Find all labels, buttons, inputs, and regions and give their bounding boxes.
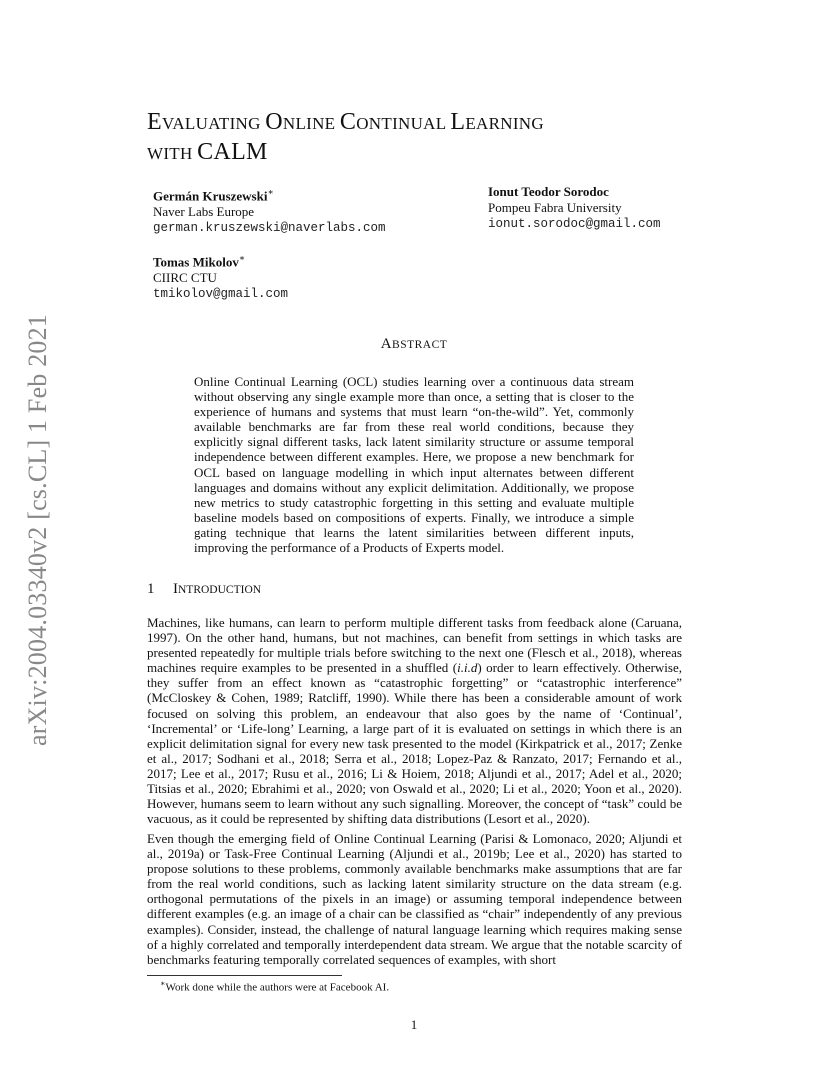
paper-title [147,108,707,168]
arxiv-identifier-stamp [18,300,58,760]
author-email[interactable]: tmikolov@gmail.com [153,287,289,302]
arxiv-identifier-text: arXiv:2004.03340v2 [cs.CL] 1 Feb 2021 [23,313,52,747]
abstract-text: Online Continual Learning (OCL) studies learning over a continuous data stream without observing any single example more than once, a setting that is closer to the experience of humans and systems that must learn “on-the-wild”. Yet, commonly available benchmarks are far from these real world conditions, because they explicitly signal different tasks, lack latent similarity structure or assume temporal independence between different examples. Here, we propose a new benchmark for OCL based on language modelling in which input alternates between different languages and domains without any explicit delimitation. Additionally, we propose new metrics to study catastrophic forgetting in this setting and evaluate multiple baseline models based on compositions of experts. Finally, we introduce a simple gating technique that learns the latent similarities between different inputs, improving the performance of a Products of Experts model. [194,374,634,556]
title-line-1: EVALUATING ONLINE CONTINUAL LEARNING [147,109,544,135]
page-number: 1 [410,1017,418,1032]
title-line-2: WITH CALM [147,139,268,165]
author-affiliation: Pompeu Fabra University [488,200,622,215]
author-email[interactable]: german.kruszewski@naverlabs.com [153,221,386,236]
author-affiliation: CIIRC CTU [153,270,217,286]
footnote-divider [147,975,342,976]
author-footnote-mark: ∗ [267,187,274,197]
section-heading: 1 INTRODUCTION [147,581,262,597]
author-email[interactable]: ionut.sorodoc@gmail.com [488,217,661,231]
section-number: 1 [147,581,155,597]
author-block-3 [153,250,288,302]
author-affiliation: Naver Labs Europe [153,204,255,220]
body-paragraph-2: Even though the emerging field of Online Continual Learning (Parisi & Lomonaco, 2020; Aljundi et al., 2019a) or Task-Free Continual Learning (Aljundi et al., 2019b; Lee et al., 2020) has started to propose solutions to these problems, commonly available benchmarks make assumptions that are far from the real world conditions, such as lacking latent similarity structure on the data stream (e.g. orthogonal permutations of the pixels in an image) or assuming temporal independence between different examples (e.g. an image of a chair can be classified as “chair” independently of any previous examples). Consider, instead, the challenge of natural language learning which requires making sense of a highly correlated and temporally interdependent data stream. We argue that the notable scarcity of benchmarks featuring temporally correlated sequences of examples, with short [147,831,682,967]
footnote: ∗Work done while the authors were at Facebook AI. [160,979,390,994]
author-block-1 [153,184,386,236]
author-name: Tomas Mikolov [153,254,239,270]
author-name: Ionut Teodor Sorodoc [488,184,609,199]
body-paragraph-1: Machines, like humans, can learn to perform multiple different tasks from feedback alone (Caruana, 1997). On the other hand, humans, but not machines, can benefit from settings in which tasks are presented repeatedly for multiple trials before switching to the next one (Flesch et al., 2018), whereas machines require examples to be presented in a shuffled (i.i.d) order to learn effectively. Otherwise, they suffer from an effect known as “catastrophic forgetting” or “catastrophic interference” (McCloskey & Cohen, 1989; Ratcliff, 1990). While there has been a considerable amount of work focused on solving this problem, an endeavour that also goes by the name of ‘Continual’, ‘Incremental’ or ‘Life-long’ Learning, a large part of it is evaluated on settings in which there is an explicit delimitation signal for every new task presented to the model (Kirkpatrick et al., 2017; Zenke et al., 2017; Sodhani et al., 2018; Serra et al., 2018; Lopez-Paz & Ranzato, 2017; Fernando et al., 2017; Lee et al., 2017; Rusu et al., 2016; Li & Hoiem, 2018; Aljundi et al., 2017; Adel et al., 2020; Titsias et al., 2020; Ebrahimi et al., 2020; von Oswald et al., 2020; Li et al., 2020; Yoon et al., 2020). However, humans seem to learn without any such signalling. Moreover, the concept of “task” could be vacuous, as it could be represented by shifting data distributions (Lesort et al., 2020). [147,615,683,827]
abstract-heading: ABSTRACT [380,336,448,352]
author-name: Germán Kruszewski [153,188,268,204]
author-block-2 [488,184,661,232]
author-footnote-mark: ∗ [238,253,245,263]
